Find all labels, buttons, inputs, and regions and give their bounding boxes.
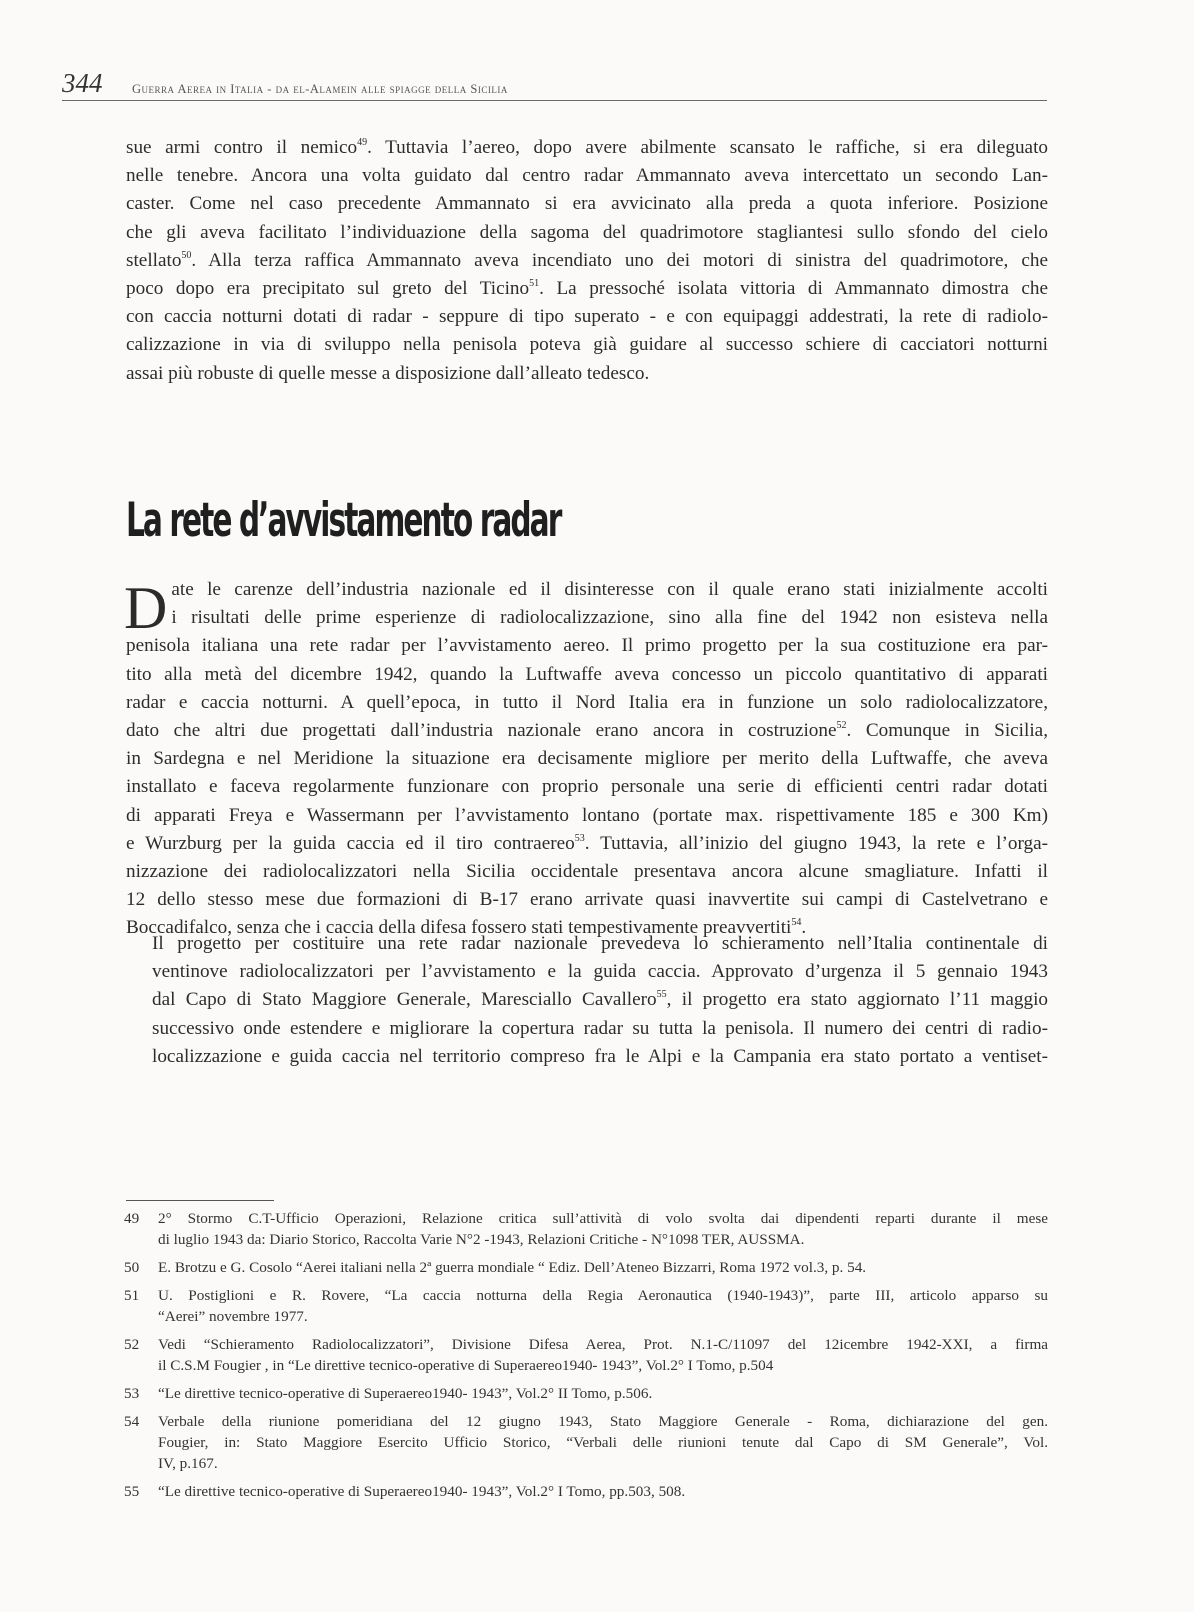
line-text: di apparati Freya e Wassermann per l’avvistamento lontano (portate max. rispettivamente 185 e 300 Km) bbox=[126, 804, 1048, 826]
footnote-line: U. Postiglioni e R. Rovere, “La caccia notturna della Regia Aeronautica (1940-1943)”, parte III, articolo apparso su bbox=[158, 1287, 1048, 1304]
line-text-after-ref: . Comunque in Sicilia, bbox=[846, 720, 1048, 742]
line-text: caster. Come nel caso precedente Ammannato si era avvicinato alla preda a quota inferiore. Posizione bbox=[126, 193, 1048, 215]
text-line bbox=[126, 958, 1048, 986]
text-line bbox=[126, 331, 1048, 359]
footnote-ref[interactable]: 55 bbox=[656, 989, 667, 1001]
footnote-ref[interactable]: 53 bbox=[574, 832, 585, 844]
line-text: i risultati delle prime esperienze di radiolocalizzazione, sino alla fine del 1942 non esisteva nella bbox=[171, 607, 1048, 629]
line-text: assai più robuste di quelle messe a disposizione dall’alleato tedesco. bbox=[126, 362, 650, 384]
line-text: sue armi contro il nemico bbox=[126, 137, 358, 158]
footnote bbox=[124, 1285, 1048, 1327]
line-text: ate le carenze dell’industria nazionale ed il disinteresse con il quale erano stati inizialmente accolti bbox=[171, 579, 1048, 600]
line-text: che gli aveva facilitato l’individuazione della sagoma del quadrimotore stagliantesi sullo sfondo del cielo bbox=[126, 221, 1048, 243]
footnote bbox=[124, 1481, 1048, 1502]
drop-cap: D bbox=[124, 575, 168, 641]
text-line bbox=[126, 303, 1048, 331]
text-line bbox=[126, 930, 1048, 958]
footnote-number: 54 bbox=[124, 1413, 140, 1430]
footnote-rule bbox=[126, 1200, 274, 1201]
text-line bbox=[126, 632, 1048, 660]
text-line bbox=[126, 830, 1048, 858]
text-line bbox=[126, 717, 1048, 745]
line-text: penisola italiana una rete radar per l’avvistamento aereo. Il primo progetto per la sua costituzione era par- bbox=[126, 635, 1048, 657]
line-text: successivo onde estendere e migliorare la copertura radar su tutta la penisola. Il numero dei centri di radio- bbox=[152, 1017, 1048, 1039]
section-title: La rete d’avvistamento radar bbox=[126, 492, 561, 547]
line-text: ventinove radiolocalizzatori per l’avvistamento e la guida caccia. Approvato d’urgenza il 5 gennaio 1943 bbox=[152, 961, 1048, 983]
footnote-ref[interactable]: 54 bbox=[791, 917, 802, 929]
footnote-number: 51 bbox=[124, 1287, 140, 1304]
line-text: e Wurzburg per la guida caccia ed il tiro contraereo bbox=[126, 832, 575, 854]
line-text-after-ref: . Alla terza raffica Ammannato aveva incendiato uno dei motori di sinistra del quadrimotore, che bbox=[191, 249, 1048, 271]
text-line bbox=[126, 360, 1048, 388]
line-text: nizzazione dei radiolocalizzatori nella Sicilia occidentale presentava ancora alcune smagliature. Infatti il bbox=[126, 861, 1048, 883]
footnote-line: Verbale della riunione pomeridiana del 12 giugno 1943, Stato Maggiore Generale - Roma, dichiarazione del gen. bbox=[158, 1413, 1048, 1430]
line-text: Boccadifalco, senza che i caccia della difesa fossero stati tempestivamente preavvertiti bbox=[126, 917, 792, 939]
footnotes bbox=[124, 1208, 1048, 1509]
section-body bbox=[126, 576, 1048, 943]
page-number: 344 bbox=[62, 68, 103, 98]
footnote-line: Vedi “Schieramento Radiolocalizzatori”, Divisione Difesa Aerea, Prot. N.1-C/11097 del 12icembre 1942-XXI, a firma bbox=[158, 1336, 1048, 1353]
footnote-line: E. Brotzu e G. Cosolo “Aerei italiani nella 2ª guerra mondiale “ Ediz. Dell’Ateneo Bizzarri, Roma 1972 vol.3, p. 54. bbox=[158, 1259, 867, 1276]
footnote-line: Fougier, in: Stato Maggiore Esercito Ufficio Storico, “Verbali delle riunioni tenute dal Capo di SM Generale”, Vol. bbox=[158, 1434, 1048, 1451]
text-line bbox=[126, 689, 1048, 717]
section-body-2 bbox=[126, 930, 1048, 1071]
text-line bbox=[126, 576, 1048, 604]
footnote-line: IV, p.167. bbox=[158, 1455, 218, 1472]
running-header bbox=[62, 68, 1047, 101]
line-text-after-ref: . Tuttavia l’aereo, dopo avere abilmente scansato le raffiche, si era dileguato bbox=[367, 137, 1048, 158]
line-text: Il progetto per costituire una rete radar nazionale prevedeva lo schieramento nell’Italia continentale di bbox=[152, 933, 1048, 954]
footnote-line: di luglio 1943 da: Diario Storico, Raccolta Varie N°2 -1943, Relazioni Critiche - N°1098 TER, AUSSMA. bbox=[158, 1231, 805, 1248]
footnote-line: “Aerei” novembre 1977. bbox=[158, 1308, 308, 1325]
intro-paragraph-block bbox=[126, 134, 1048, 388]
line-text-after-ref: , il progetto era stato aggiornato l’11 maggio bbox=[666, 989, 1048, 1011]
text-line bbox=[126, 858, 1048, 886]
footnote-line: “Le direttive tecnico-operative di Superaereo1940- 1943”, Vol.2° II Tomo, p.506. bbox=[158, 1385, 653, 1402]
footnote bbox=[124, 1411, 1048, 1474]
footnote bbox=[124, 1383, 1048, 1404]
text-line bbox=[126, 1043, 1048, 1071]
text-line bbox=[126, 190, 1048, 218]
footnote-line: 2° Stormo C.T-Ufficio Operazioni, Relazione critica sull’attività di volo svolta dai dipendenti reparti durante il mese bbox=[158, 1210, 1048, 1227]
text-line bbox=[126, 604, 1048, 632]
intro-paragraph bbox=[126, 134, 1048, 388]
text-line bbox=[126, 134, 1048, 162]
text-line bbox=[126, 802, 1048, 830]
line-text-after-ref: . La pressoché isolata vittoria di Ammannato dimostra che bbox=[539, 278, 1048, 300]
line-text: poco dopo era precipitato sul greto del Ticino bbox=[126, 278, 530, 300]
text-line bbox=[126, 745, 1048, 773]
text-line bbox=[126, 1015, 1048, 1043]
running-title: Guerra Aerea in Italia - da el-Alamein alle spiagge della Sicilia bbox=[132, 82, 508, 96]
footnote bbox=[124, 1334, 1048, 1376]
footnote-number: 49 bbox=[124, 1210, 140, 1227]
line-text: dato che altri due progettati dall’industria nazionale erano ancora in costruzione bbox=[126, 720, 837, 742]
footnote-ref[interactable]: 52 bbox=[836, 720, 847, 732]
section-paragraph-2 bbox=[126, 930, 1048, 1071]
text-line bbox=[126, 661, 1048, 689]
line-text-after-ref: . Tuttavia, all’inizio del giugno 1943, la rete e l’orga- bbox=[584, 832, 1048, 854]
line-text: calizzazione in via di sviluppo nella penisola poteva già guidare al successo schiere di cacciatori notturni bbox=[126, 334, 1048, 356]
section-paragraph-1 bbox=[126, 576, 1048, 943]
text-line bbox=[126, 247, 1048, 275]
footnote-ref[interactable]: 49 bbox=[357, 137, 368, 148]
text-line bbox=[126, 773, 1048, 801]
line-text: stellato bbox=[126, 249, 182, 271]
footnote-number: 50 bbox=[124, 1259, 140, 1276]
footnote-number: 52 bbox=[124, 1336, 140, 1353]
line-text: 12 dello stesso mese due formazioni di B-17 erano arrivate quasi inavvertite sui campi di Castelvetrano e bbox=[126, 889, 1048, 911]
line-text: nelle tenebre. Ancora una volta guidato dal centro radar Ammannato aveva intercettato un secondo Lan- bbox=[126, 165, 1048, 187]
footnote-line: “Le direttive tecnico-operative di Superaereo1940- 1943”, Vol.2° I Tomo, pp.503, 508. bbox=[158, 1483, 686, 1500]
text-line bbox=[126, 275, 1048, 303]
line-text: in Sardegna e nel Meridione la situazione era decisamente migliore per merito della Luftwaffe, che aveva bbox=[126, 748, 1048, 770]
line-text: dal Capo di Stato Maggiore Generale, Maresciallo Cavallero bbox=[152, 989, 657, 1011]
footnote-ref[interactable]: 51 bbox=[529, 278, 540, 290]
footnote bbox=[124, 1208, 1048, 1250]
line-text: installato e faceva regolarmente funzionare con proprio personale una serie di efficienti centri radar dotati bbox=[126, 776, 1048, 798]
line-text: con caccia notturni dotati di radar - seppure di tipo superato - e con equipaggi addestrati, la rete di radiolo- bbox=[126, 306, 1048, 328]
footnote-number: 53 bbox=[124, 1385, 140, 1402]
footnote bbox=[124, 1257, 1048, 1278]
footnote-ref[interactable]: 50 bbox=[181, 249, 192, 261]
text-line bbox=[126, 986, 1048, 1014]
text-line bbox=[126, 162, 1048, 190]
text-line bbox=[126, 219, 1048, 247]
line-text: localizzazione e guida caccia nel territorio compreso fra le Alpi e la Campania era stato portato a ventiset- bbox=[152, 1045, 1048, 1067]
footnote-line: il C.S.M Fougier , in “Le direttive tecnico-operative di Superaereo1940- 1943”, Vol.2° I Tomo, p.504 bbox=[158, 1357, 774, 1374]
line-text-after-ref: . bbox=[801, 917, 807, 939]
footnote-number: 55 bbox=[124, 1483, 140, 1500]
line-text: radar e caccia notturni. A quell’epoca, in tutto il Nord Italia era in funzione un solo radiolocalizzatore, bbox=[126, 691, 1048, 713]
text-line bbox=[126, 886, 1048, 914]
line-text: tito alla metà del dicembre 1942, quando la Luftwaffe aveva concesso un piccolo quantitativo di apparati bbox=[126, 663, 1048, 685]
